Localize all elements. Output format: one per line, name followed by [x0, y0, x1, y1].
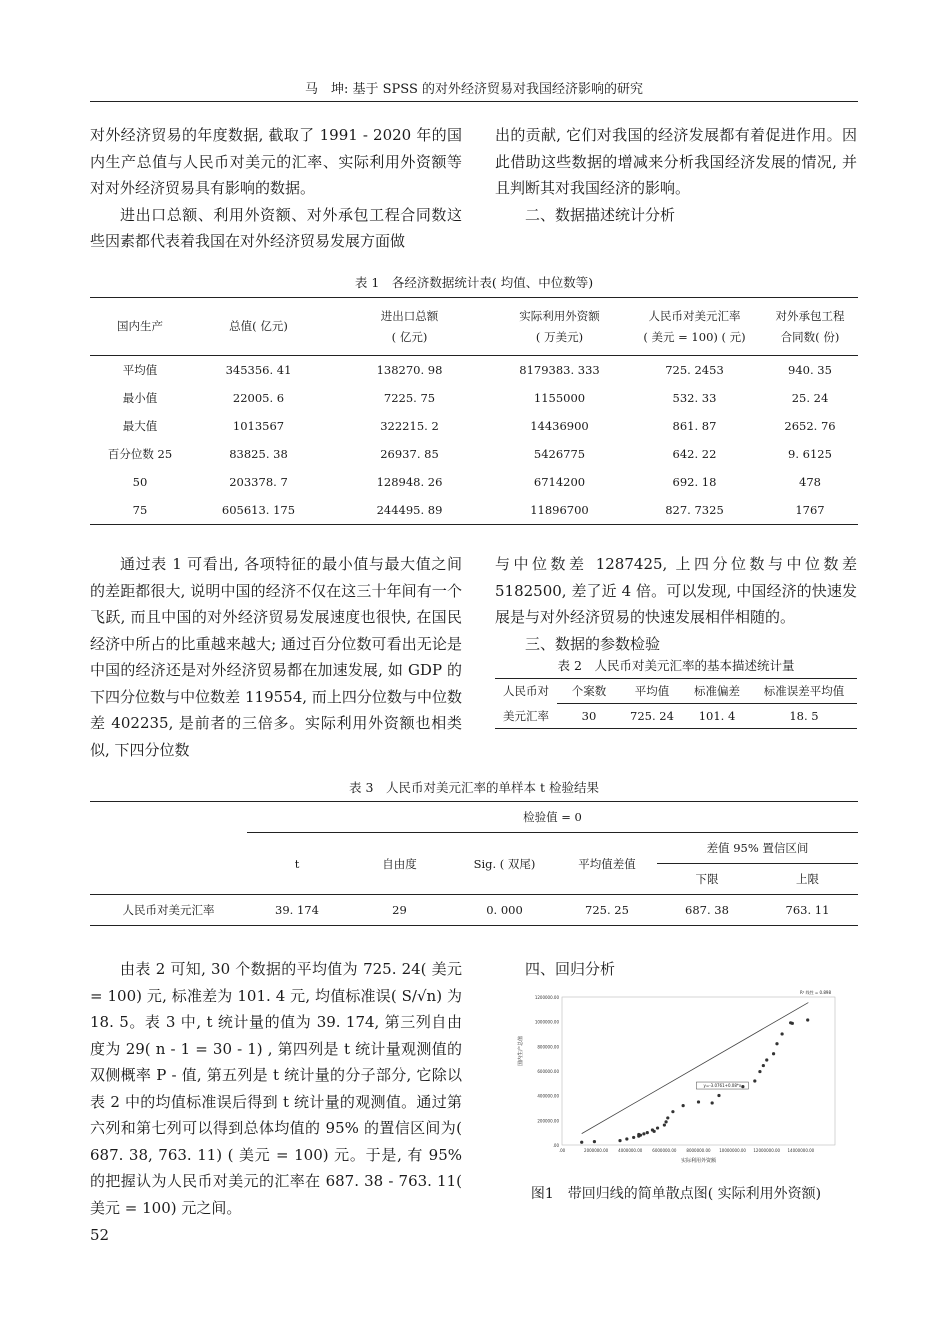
table2-header-cell: 平均值	[621, 679, 683, 704]
y-tick-label: 1000000.00	[534, 1019, 559, 1025]
scatter-chart	[500, 985, 850, 1170]
table-cell: 478	[799, 475, 821, 489]
y-tick-label: 1200000.00	[534, 995, 559, 1000]
table3-empty-cell	[90, 833, 247, 864]
table2-header-cell: 个案数	[557, 679, 621, 704]
table-cell: 平均值	[122, 363, 158, 377]
data-point	[717, 1094, 720, 1097]
table-cell: 1155000	[533, 391, 586, 405]
table-cell: 642. 22	[672, 447, 717, 461]
table-cell: 861. 87	[672, 419, 717, 433]
data-point	[772, 1052, 775, 1055]
table2-row	[495, 704, 857, 729]
table1-header-cell: 对外承包工程 合同数( 份)	[775, 308, 845, 344]
table3-header-row	[90, 802, 858, 833]
table-cell: 26937. 85	[380, 447, 439, 461]
table3-header-cell: 上限	[796, 872, 819, 886]
table-cell: 1013567	[232, 419, 285, 433]
section-heading-3: 三、数据的参数检验	[525, 634, 661, 653]
table-cell: 29	[392, 903, 407, 917]
data-point	[765, 1058, 768, 1061]
header-rule	[90, 101, 858, 102]
table1-header-row	[90, 298, 858, 356]
table-cell: 6714200	[533, 475, 586, 489]
table3-row	[90, 895, 858, 926]
table2-header-row	[495, 679, 857, 704]
y-tick-label: 600000.00	[537, 1069, 559, 1074]
figure1-caption: 图1 带回归线的简单散点图( 实际利用外资额)	[530, 1186, 822, 1202]
table-cell: 11896700	[530, 503, 589, 517]
table-cell: 39. 174	[275, 903, 319, 917]
y-tick-label: .00	[552, 1143, 559, 1148]
table2-caption: 表 2 人民币对美元汇率的基本描述统计量	[557, 658, 795, 673]
table-cell: 14436900	[530, 419, 589, 433]
mid-paragraph-2: 与中位数差 1287425, 上四分位数与中位数差 5182500, 差了近 4 倍。可以发现, 中国经济的快速发展是与对外经济贸易的快速发展相伴相随的。	[495, 555, 857, 626]
x-tick-label: 14000000.00	[787, 1148, 815, 1153]
table-cell: 百分位数 25	[107, 447, 173, 461]
data-point	[711, 1101, 714, 1104]
data-point	[671, 1110, 674, 1113]
table-cell: 5426775	[533, 447, 586, 461]
bottom-right-column	[495, 956, 857, 983]
data-point	[682, 1104, 685, 1107]
data-point	[697, 1100, 700, 1103]
table-cell: 2652. 76	[784, 419, 836, 433]
x-tick-label: 10000000.00	[719, 1148, 746, 1153]
data-point	[646, 1131, 649, 1134]
table-cell: 345356. 41	[225, 363, 292, 377]
table1-row	[90, 440, 858, 468]
mid-paragraph-1: 通过表 1 可看出, 各项特征的最小值与最大值之间的差距都很大, 说明中国的经济不仅在这三十年间有一个飞跃, 而且中国的对外经济贸易发展速度也很快, 在国民经济中所占的比重越来越大; 通过百分位数可看出无论是中国的经济还是对外经济贸易都在加速发展, 如 GDP 的下四分位数与中位数差 119554, 而上四分位数与中位数差 402235, 是前者的三倍多。实际利用外资额也相类似, 下四分位数	[90, 555, 462, 759]
table-cell: 18. 5	[789, 709, 819, 723]
data-point	[781, 1032, 784, 1035]
table-cell: 83825. 38	[229, 447, 288, 461]
table1-header-cell: 人民币对美元汇率 ( 美元 = 100) ( 元)	[643, 308, 746, 344]
table-cell: 940. 35	[788, 363, 832, 377]
table-cell: 138270. 98	[376, 363, 443, 377]
table3-header-row	[90, 833, 858, 864]
table1-header-cell: 总值( 亿元)	[229, 319, 288, 333]
table1-header-cell: 实际利用外资额 ( 万美元)	[519, 308, 600, 344]
table3-header-cell: 自由度	[382, 856, 417, 871]
table-cell: 8179383. 333	[519, 363, 600, 377]
table1-row	[90, 412, 858, 440]
x-tick-label: 12000000.00	[753, 1148, 781, 1153]
table-cell: 101. 4	[698, 709, 736, 723]
table1-row	[90, 356, 858, 385]
mid-right-column	[495, 551, 857, 657]
x-tick-label: .00	[558, 1148, 566, 1153]
data-point	[666, 1116, 669, 1119]
table-cell: 128948. 26	[376, 475, 443, 489]
table-cell: 827. 7325	[665, 503, 724, 517]
table3	[90, 801, 858, 926]
data-point	[791, 1022, 794, 1025]
fit-equation-label: y=-3.0761+0.08*x	[703, 1083, 742, 1089]
table3-header-cell: Sig. ( 双尾)	[473, 856, 536, 871]
data-point	[775, 1042, 778, 1045]
table1-caption: 表 1 各经济数据统计表( 均值、中位数等)	[354, 275, 594, 290]
intro-paragraph-2: 进出口总额、利用外资额、对外承包工程合同数这些因素都代表着我国在对外经济贸易发展方面做	[90, 205, 462, 250]
y-tick-label: 400000.00	[537, 1093, 559, 1099]
plot-area	[562, 997, 835, 1145]
table3-header-cell: t	[294, 856, 300, 871]
data-point	[758, 1070, 761, 1073]
table2-header-cell: 标准误差平均值	[751, 679, 857, 704]
table3-empty-cell	[90, 802, 247, 833]
r-squared-label: R² 线性 = 0.898	[800, 990, 831, 995]
intro-paragraph-3: 出的贡献, 它们对我国的经济发展都有着促进作用。因此借助这些数据的增减来分析我国经济发展的情况, 并且判断其对我国经济的影响。	[495, 126, 857, 197]
table2-header-cell: 标准偏差	[683, 679, 751, 704]
table-cell: 763. 11	[785, 903, 830, 917]
running-header: 马 坤: 基于 SPSS 的对外经济贸易对我国经济影响的研究	[304, 82, 643, 97]
table3-row-label: 人民币对美元汇率	[122, 903, 215, 917]
data-point	[637, 1133, 640, 1136]
table1-header-cell: 国内生产	[117, 319, 163, 333]
table-cell: 7225. 75	[383, 391, 436, 405]
data-point	[663, 1123, 666, 1126]
x-tick-label: 2000000.00	[584, 1148, 609, 1153]
table-cell: 9. 6125	[788, 447, 832, 461]
data-point	[580, 1141, 583, 1144]
data-point	[741, 1085, 744, 1088]
page-number: 52	[90, 1226, 110, 1244]
intro-left-column	[90, 122, 462, 255]
table-cell: 50	[132, 475, 148, 489]
data-point	[625, 1137, 628, 1140]
data-point	[642, 1132, 645, 1135]
intro-paragraph-1: 对外经济贸易的年度数据, 截取了 1991 - 2020 年的国内生产总值与人民币对美元的汇率、实际利用外资额等对对外经济贸易具有影响的数据。	[90, 126, 462, 197]
table-cell: 725. 2453	[665, 363, 724, 377]
table3-empty-cell	[90, 864, 247, 895]
bottom-left-column	[90, 956, 462, 1221]
table-cell: 532. 33	[672, 391, 717, 405]
table-cell: 30	[581, 709, 597, 723]
table1-header-cell: 进出口总额 ( 亿元)	[380, 308, 439, 344]
mid-left-column	[90, 551, 462, 763]
table-cell: 244495. 89	[376, 503, 443, 517]
table3-caption: 表 3 人民币对美元汇率的单样本 t 检验结果	[349, 780, 599, 795]
data-point	[762, 1064, 765, 1067]
data-point	[632, 1136, 635, 1139]
table3-test-value: 检验值 = 0	[247, 802, 858, 833]
table3-header-cell: 下限	[695, 872, 719, 886]
data-point	[656, 1126, 659, 1129]
table-cell: 最小值	[122, 391, 158, 405]
table-cell: 692. 18	[672, 475, 717, 489]
table-cell: 0. 000	[486, 903, 523, 917]
x-tick-label: 8000000.00	[686, 1148, 711, 1153]
table-cell: 203378. 7	[229, 475, 288, 489]
y-tick-label: 200000.00	[537, 1118, 559, 1124]
data-point	[651, 1128, 654, 1131]
data-point	[664, 1120, 667, 1123]
intro-right-column	[495, 122, 857, 228]
data-point	[593, 1140, 596, 1143]
table-cell: 最大值	[122, 419, 158, 433]
table-cell: 725. 24	[630, 709, 674, 723]
table1-row	[90, 496, 858, 525]
y-axis-label: 国内生产总值	[518, 1035, 524, 1067]
table3-header-cell: 平均值差值	[578, 856, 636, 871]
table-cell: 25. 24	[791, 391, 829, 405]
table-cell: 725. 25	[585, 903, 629, 917]
table1-row	[90, 384, 858, 412]
data-point	[618, 1139, 621, 1142]
table3-ci-header: 差值 95% 置信区间	[657, 833, 858, 864]
table2	[495, 678, 857, 729]
table-cell: 322215. 2	[380, 419, 439, 433]
table-cell: 1767	[795, 503, 825, 517]
table2-row-label: 美元汇率	[503, 708, 549, 723]
data-point	[753, 1079, 756, 1082]
x-axis-label: 实际利用外资额	[680, 1158, 717, 1164]
table1	[90, 297, 858, 525]
x-tick-label: 4000000.00	[618, 1148, 643, 1153]
x-tick-label: 6000000.00	[652, 1148, 677, 1153]
data-point	[806, 1018, 809, 1021]
table-cell: 22005. 6	[232, 391, 285, 405]
section-heading-2: 二、数据描述统计分析	[525, 205, 676, 224]
table1-row	[90, 468, 858, 496]
bottom-paragraph-1: 由表 2 可知, 30 个数据的平均值为 725. 24( 美元 = 100) 元, 标准差为 101. 4 元, 均值标准误( S/√n) 为 18. 5。表 3 中, t 统计量的值为 39. 174, 第三列自由度为 29( n - 1 = 30 - 1) , 第四列是 t 统计量观测值的双侧概率 P - 值, 第五列是 t 统计量的分子部分, 它除以表 2 中的均值标准误后得到 t 统计量的观测值。通过第六列和第七列可以得到总体均值的 95% 的置信区间为( 687. 38, 763. 11) ( 美元 = 100) 元。于是, 有 95% 的把握认为人民币对美元的汇率在 687. 38 - 763. 11( 美元 = 100) 元之间。	[90, 960, 462, 1217]
section-heading-4: 四、回归分析	[525, 960, 616, 978]
y-tick-label: 800000.00	[537, 1044, 559, 1050]
table-cell: 687. 38	[685, 903, 729, 917]
table-cell: 75	[132, 503, 148, 517]
table-cell: 605613. 175	[221, 503, 296, 517]
table2-row-label: 人民币对	[503, 684, 549, 699]
